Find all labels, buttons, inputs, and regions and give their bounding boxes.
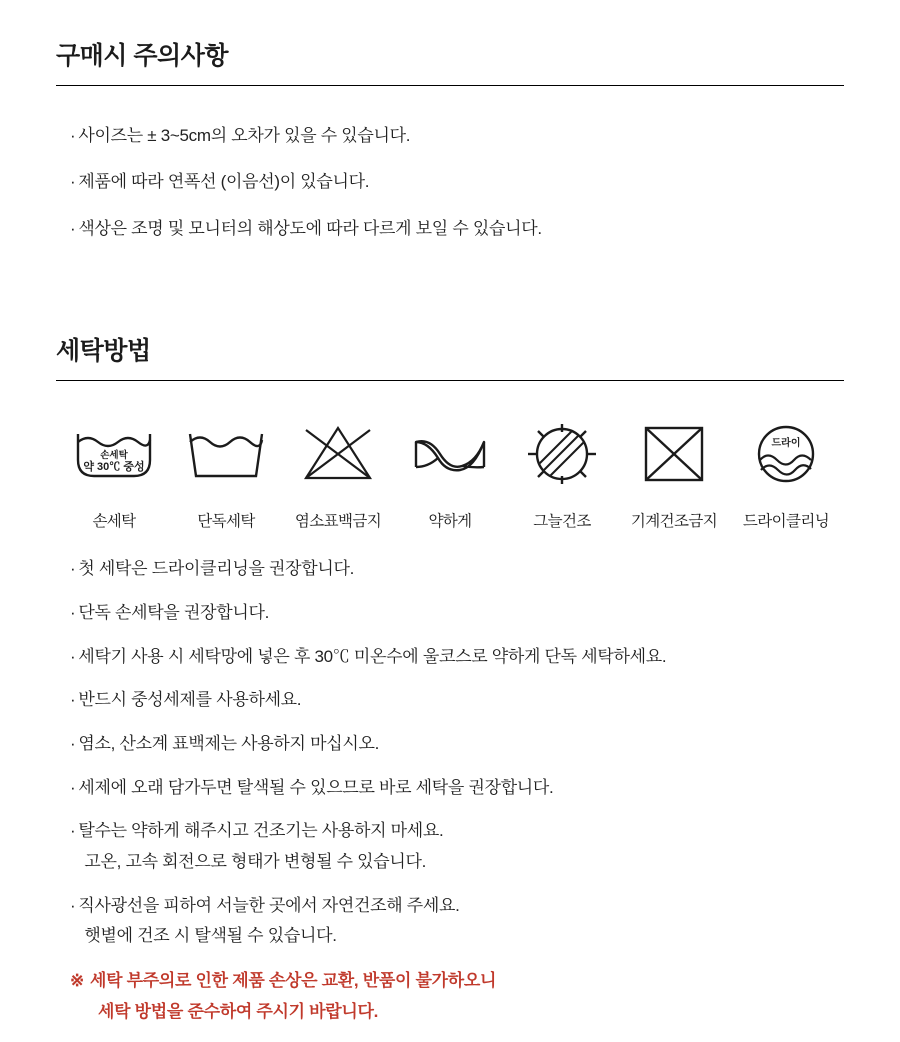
list-item	[70, 601, 844, 626]
dry-clean-icon	[730, 415, 842, 495]
care-symbol-shade-dry	[506, 415, 618, 531]
care-symbol-caption: 기계건조금지	[630, 513, 718, 531]
no-chlorine-bleach-icon	[282, 415, 394, 495]
hand-wash-label-line2: 약 30℃ 중성	[83, 461, 145, 474]
list-item	[70, 819, 844, 874]
dry-clean-label: 드라이	[771, 438, 801, 450]
hand-wash-label-line1: 손세탁	[100, 450, 128, 462]
care-symbol-dry-clean	[730, 415, 842, 531]
list-item-text: 반드시 중성세제를 사용하세요.	[78, 690, 302, 710]
care-symbol-caption: 단독세탁	[197, 513, 255, 531]
care-symbol-hand-wash	[58, 415, 170, 531]
list-item-text: 색상은 조명 및 모니터의 해상도에 따라 다르게 보일 수 있습니다.	[78, 219, 542, 239]
list-item-text: 세탁기 사용 시 세탁망에 넣은 후 30℃ 미온수에 울코스로 약하게 단독 세탁하세요.	[78, 646, 667, 666]
divider	[56, 380, 844, 381]
bullet-dot: ·	[70, 821, 76, 841]
washing-method-section	[56, 264, 844, 1025]
purchase-notice-list	[56, 124, 844, 242]
separate-wash-icon	[170, 415, 282, 495]
list-item-text: 염소, 산소계 표백제는 사용하지 마십시오.	[78, 733, 379, 753]
washing-method-title: 세탁방법	[56, 337, 151, 366]
purchase-notice-section	[56, 0, 844, 242]
list-item-line1: 직사광선을 피하여 서늘한 곳에서 자연건조해 주세요.	[78, 895, 460, 915]
care-warning-text1: 세탁 부주의로 인한 제품 손상은 교환, 반품이 불가하오니	[89, 970, 497, 990]
care-symbol-caption: 손세탁	[92, 513, 136, 531]
shade-dry-icon	[506, 415, 618, 495]
list-item	[70, 732, 844, 757]
care-symbol-caption: 드라이클리닝	[742, 513, 830, 531]
list-item-line2: 햇볕에 건조 시 탈색될 수 있습니다.	[84, 926, 337, 946]
care-warning	[56, 968, 844, 1025]
care-symbol-caption: 약하게	[428, 513, 472, 531]
list-item	[70, 170, 844, 195]
bullet-dot: ·	[70, 125, 76, 145]
divider	[56, 85, 844, 86]
no-tumble-dry-icon	[618, 415, 730, 495]
list-item-text	[78, 894, 459, 949]
care-symbol-separate-wash	[170, 415, 282, 531]
bullet-dot: ·	[70, 733, 76, 753]
bullet-dot: ·	[70, 219, 76, 239]
hand-wash-icon	[58, 415, 170, 495]
list-item-text: 첫 세탁은 드라이클리닝을 권장합니다.	[78, 559, 355, 579]
list-item	[70, 776, 844, 801]
washing-instructions-list	[56, 557, 844, 948]
purchase-notice-title: 구매시 주의사항	[56, 41, 228, 70]
care-warning-line1	[70, 968, 844, 994]
list-item-text: 제품에 따라 연폭선 (이음선)이 있습니다.	[78, 172, 370, 192]
list-item-text	[78, 819, 443, 874]
asterisk-icon: ※	[70, 970, 84, 990]
care-symbol-no-tumble-dry	[618, 415, 730, 531]
bullet-dot: ·	[70, 559, 76, 579]
list-item-text: 단독 손세탁을 권장합니다.	[78, 603, 269, 623]
list-item	[70, 894, 844, 949]
care-symbol-caption: 그늘건조	[533, 513, 591, 531]
care-symbol-no-chlorine-bleach	[282, 415, 394, 531]
bullet-dot: ·	[70, 690, 76, 710]
care-symbol-gentle-wring	[394, 415, 506, 531]
bullet-dot: ·	[70, 603, 76, 623]
bullet-dot: ·	[70, 172, 76, 192]
list-item	[70, 688, 844, 713]
gentle-wring-icon	[394, 415, 506, 495]
list-item	[70, 124, 844, 149]
list-item	[70, 645, 844, 670]
bullet-dot: ·	[70, 895, 76, 915]
list-item	[70, 557, 844, 582]
bullet-dot: ·	[70, 646, 76, 666]
list-item	[70, 217, 844, 242]
list-item-text: 사이즈는 ± 3~5cm의 오차가 있을 수 있습니다.	[78, 125, 411, 145]
list-item-text: 세제에 오래 담가두면 탈색될 수 있으므로 바로 세탁을 권장합니다.	[78, 777, 554, 797]
list-item-line1: 탈수는 약하게 해주시고 건조기는 사용하지 마세요.	[78, 821, 444, 841]
care-symbol-caption: 염소표백금지	[294, 513, 382, 531]
list-item-line2: 고온, 고속 회전으로 형태가 변형될 수 있습니다.	[84, 851, 427, 871]
care-warning-text2: 세탁 방법을 준수하여 주시기 바랍니다.	[98, 1002, 379, 1022]
bullet-dot: ·	[70, 777, 76, 797]
care-symbol-row	[56, 415, 844, 531]
